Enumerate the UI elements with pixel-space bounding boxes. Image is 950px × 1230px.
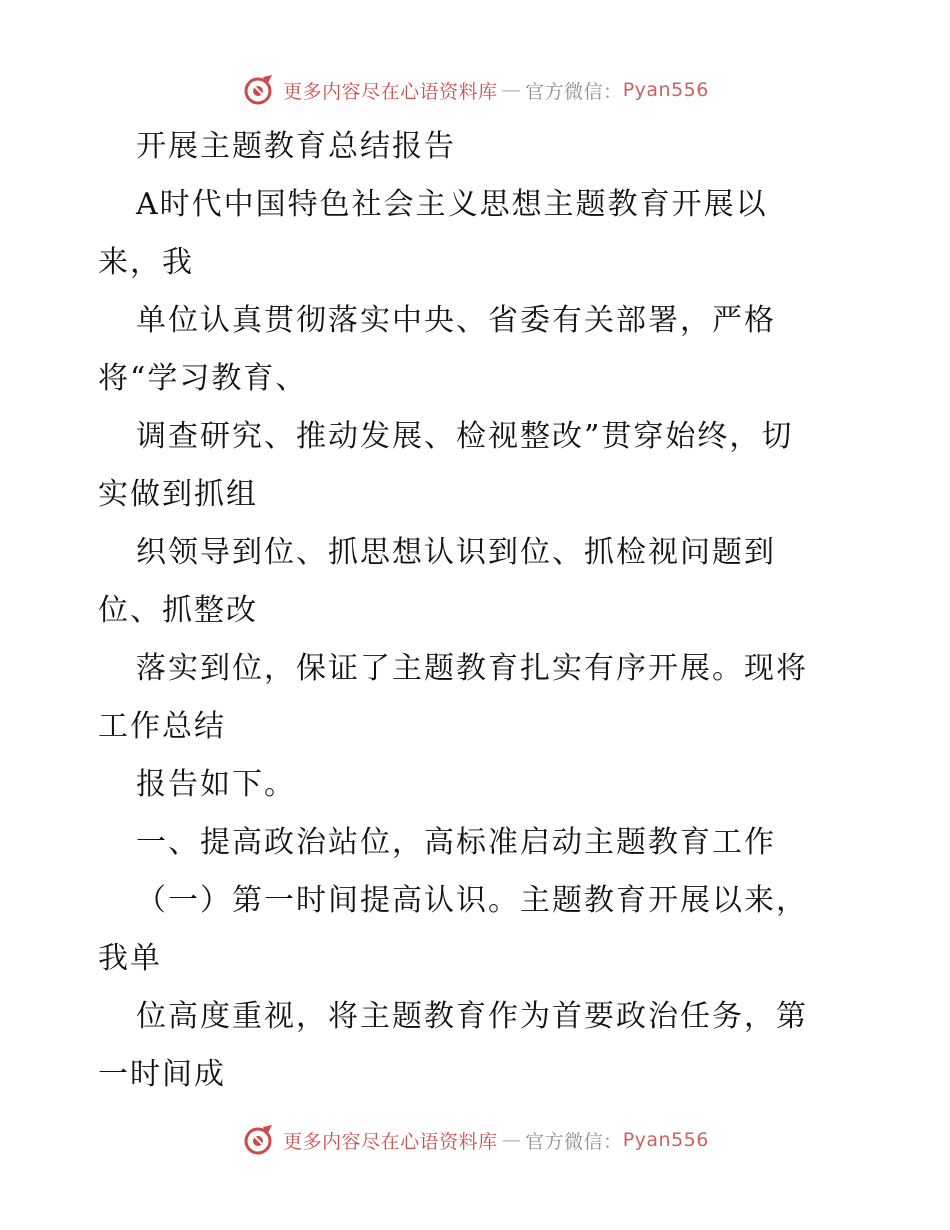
footer-banner-main: 更多内容尽在心语资料库 (283, 1130, 498, 1153)
document-line: 落实到位，保证了主题教育扎实有序开展。现将 (136, 651, 808, 686)
header-banner-wechat-id: Pyan556 (622, 79, 709, 101)
document-body (98, 118, 858, 1104)
document-line: 将“学习教育、 (98, 361, 308, 396)
document-line: 报告如下。 (136, 767, 296, 802)
footer-banner-separator: — (501, 1129, 522, 1151)
header-banner (0, 70, 950, 110)
footer-banner (0, 1120, 950, 1160)
quill-logo-icon (241, 1123, 275, 1157)
footer-banner-wechat-id: Pyan556 (622, 1129, 709, 1151)
document-line: 来，我 (98, 245, 194, 280)
document-line: 位、抓整改 (98, 593, 258, 628)
document-title: 开展主题教育总结报告 (136, 129, 456, 164)
quill-logo-icon (241, 73, 275, 107)
header-banner-text (283, 77, 709, 104)
footer-banner-text (283, 1127, 709, 1154)
document-line: 单位认真贯彻落实中央、省委有关部署，严格 (136, 303, 776, 338)
document-line: 我单 (98, 941, 162, 976)
document-line: 位高度重视，将主题教育作为首要政治任务，第 (136, 999, 808, 1034)
section-heading: 一、提高政治站位，高标准启动主题教育工作 (136, 825, 776, 860)
subsection-heading: （一）第一时间提高认识。主题教育开展以来， (136, 883, 808, 918)
header-banner-label: 官方微信： (525, 80, 623, 103)
header-banner-main: 更多内容尽在心语资料库 (283, 80, 498, 103)
header-banner-separator: — (501, 79, 522, 101)
document-line: 调查研究、推动发展、检视整改”贯穿始终，切 (136, 419, 794, 454)
document-line: 一时间成 (98, 1057, 226, 1092)
document-line: A时代中国特色社会主义思想主题教育开展以 (136, 187, 768, 222)
document-line: 实做到抓组 (98, 477, 258, 512)
footer-banner-label: 官方微信： (525, 1130, 623, 1153)
document-line: 工作总结 (98, 709, 226, 744)
document-line: 织领导到位、抓思想认识到位、抓检视问题到 (136, 535, 776, 570)
